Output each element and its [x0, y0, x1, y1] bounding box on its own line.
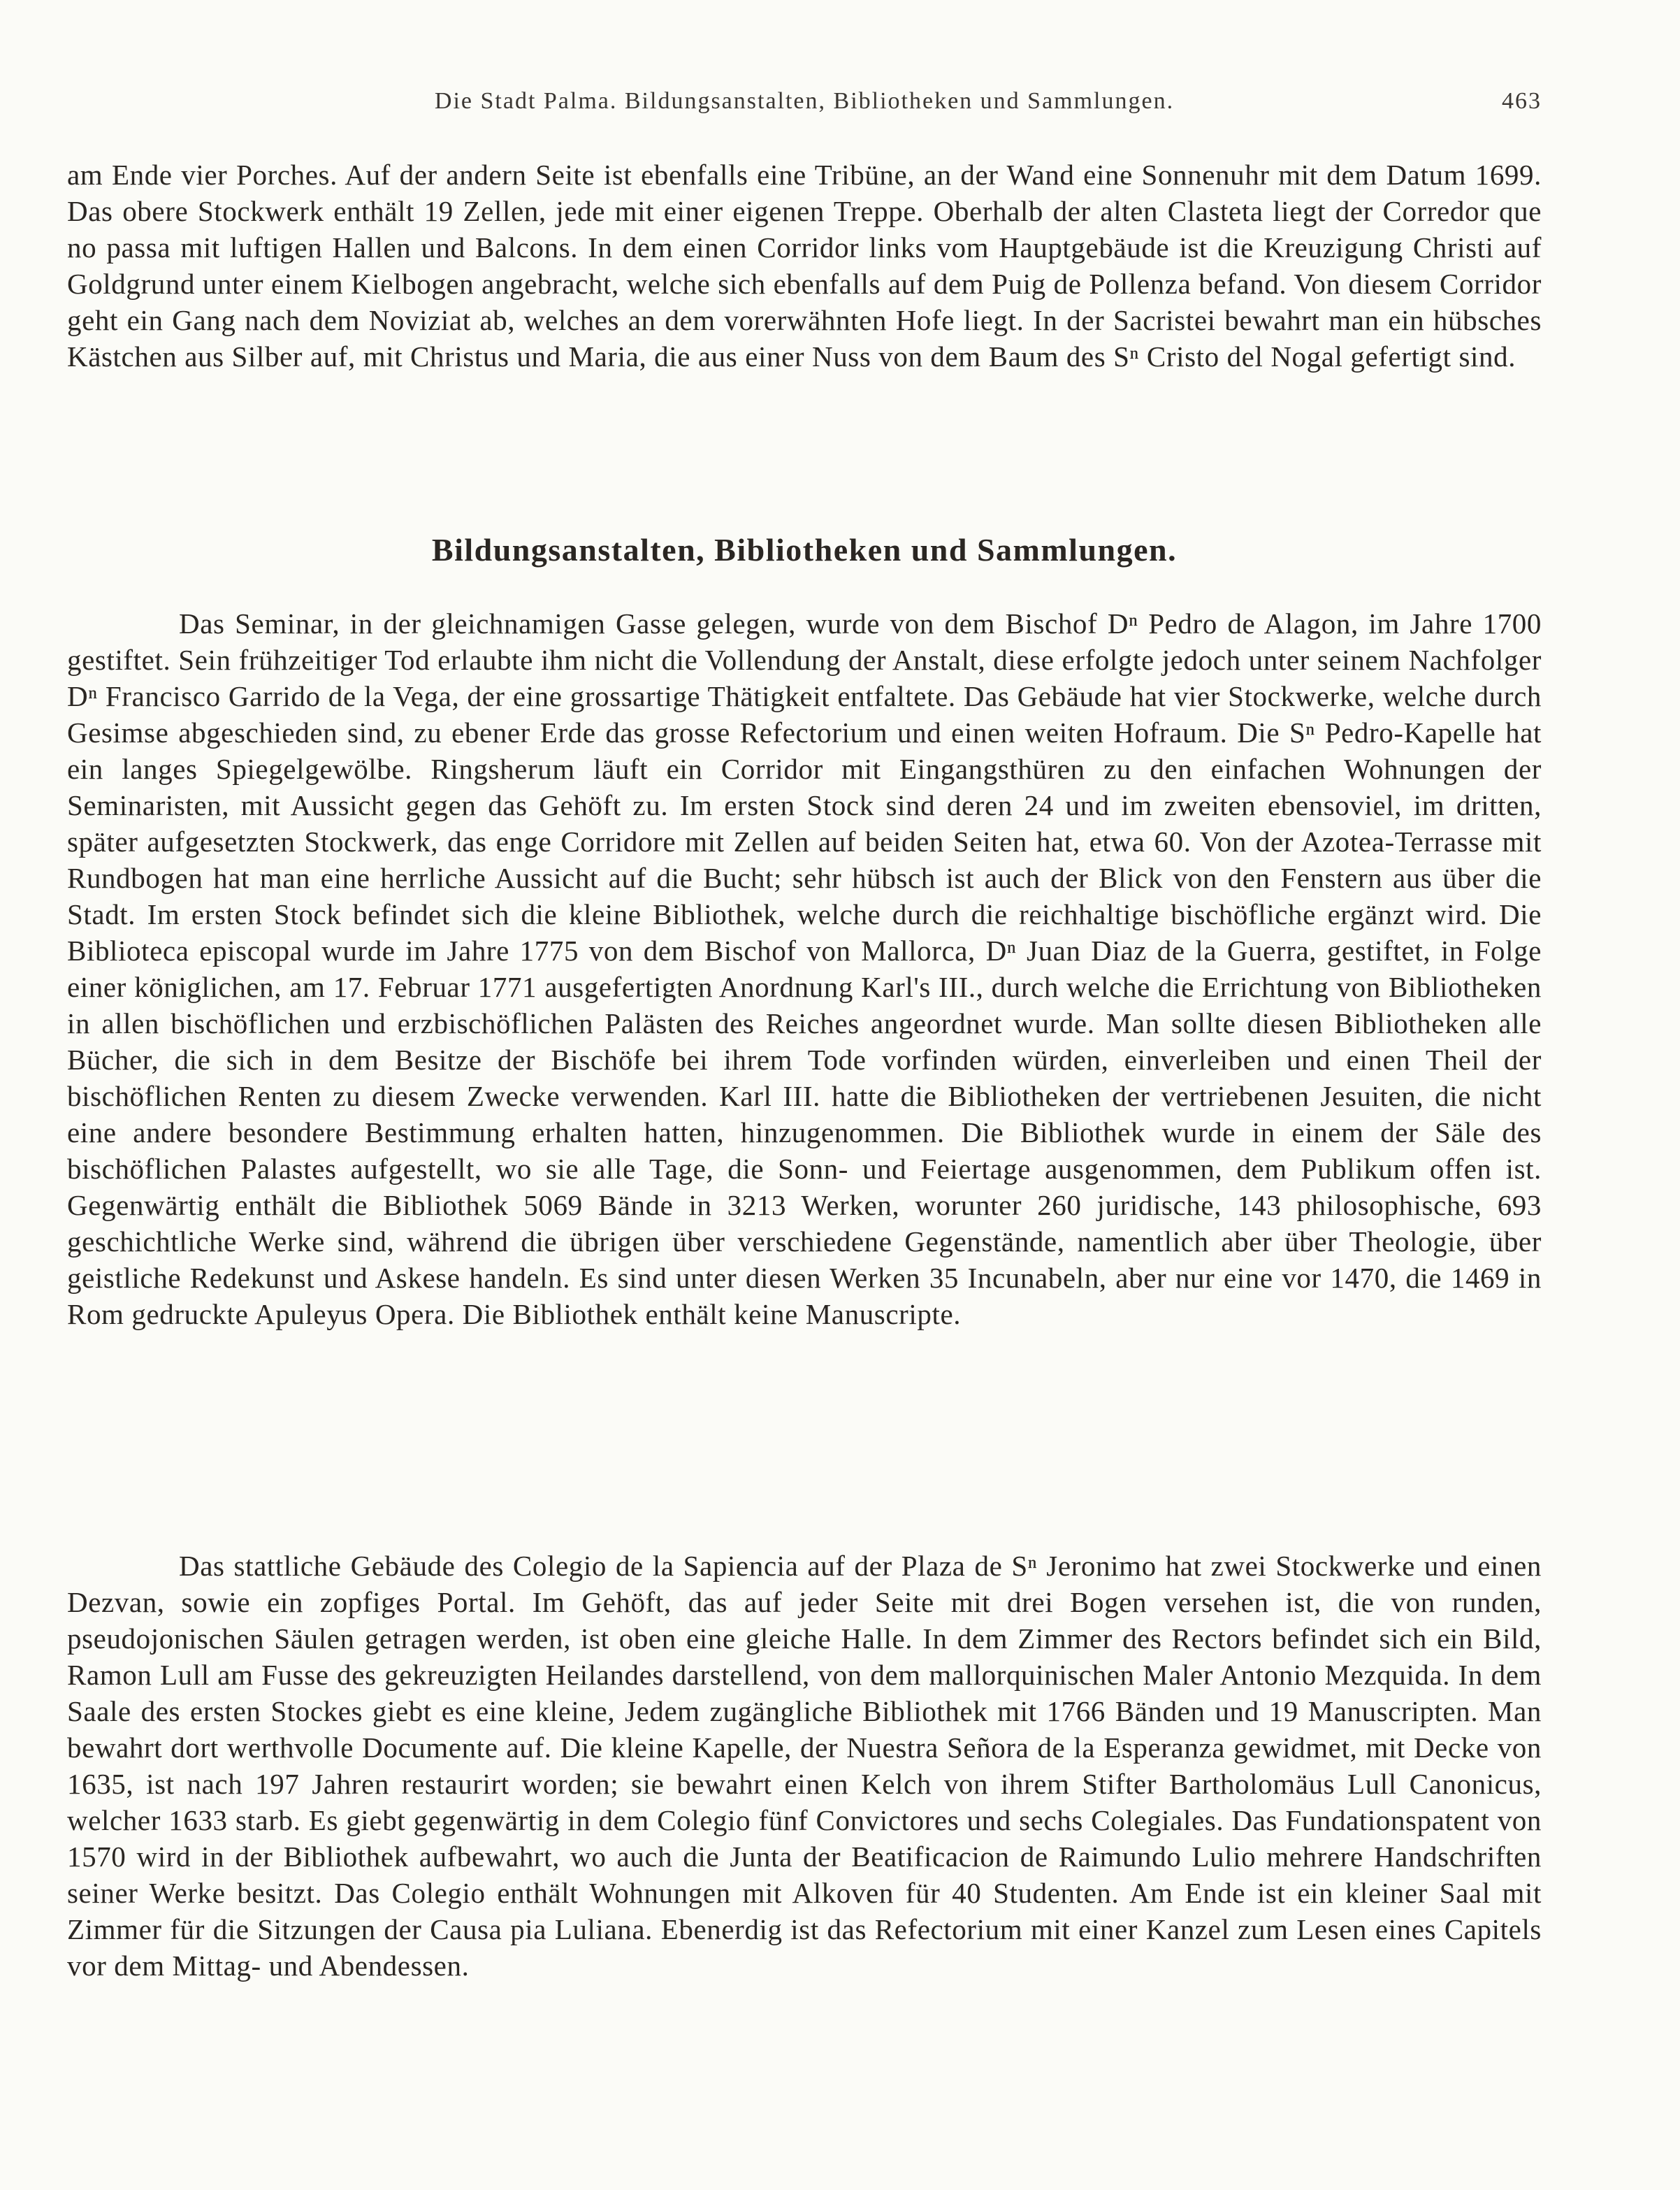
paragraph-seminar: Das Seminar, in der gleichnamigen Gasse gelegen, wurde von dem Bischof Dⁿ Pedro de Alagon, im Jahre 1700 gestiftet. Sein frühzeitiger Tod erlaubte ihm nicht die Vollendung der Anstalt, diese erfolgte jedoch unter seinem Nachfolger Dⁿ Francisco Garrido de la Vega, der eine grossartige Thätigkeit entfaltete. Das Gebäude hat vier Stockwerke, welche durch Gesimse abgeschieden sind, zu ebener Erde das grosse Refectorium und einen weiten Hofraum. Die Sⁿ Pedro-Kapelle hat ein langes Spiegelgewölbe. Ringsherum läuft ein Corridor mit Eingangsthüren zu den einfachen Wohnungen der Seminaristen, mit Aussicht gegen das Gehöft zu. Im ersten Stock sind deren 24 und im zweiten ebensoviel, im dritten, später aufgesetzten Stockwerk, das enge Corridore mit Zellen auf beiden Seiten hat, etwa 60. Von der Azotea-Terrasse mit Rundbogen hat man eine herrliche Aussicht auf die Bucht; sehr hübsch ist auch der Blick von den Fenstern aus über die Stadt. Im ersten Stock befindet sich die kleine Bibliothek, welche durch die reichhaltige bischöfliche ergänzt wird. Die Biblioteca episcopal wurde im Jahre 1775 von dem Bischof von Mallorca, Dⁿ Juan Diaz de la Guerra, gestiftet, in Folge einer königlichen, am 17. Februar 1771 ausgefertigten Anordnung Karl's III., durch welche die Errichtung von Bibliotheken in allen bischöflichen und erzbischöflichen Palästen des Reiches angeordnet wurde. Man sollte diesen Bibliotheken alle Bücher, die sich in dem Besitze der Bischöfe bei ihrem Tode vorfinden würden, einverleiben und einen Theil der bischöflichen Renten zu diesem Zwecke verwenden. Karl III. hatte die Bibliotheken der vertriebenen Jesuiten, die nicht eine andere besondere Bestimmung erhalten hatten, hinzugenommen. Die Bibliothek wurde in einem der Säle des bischöflichen Palastes aufgestellt, wo sie alle Tage, die Sonn- und Feiertage ausgenommen, dem Publikum offen ist. Gegenwärtig enthält die Bibliothek 5069 Bände in 3213 Werken, worunter 260 juridische, 143 philosophische, 693 geschichtliche Werke sind, während die übrigen über verschiedene Gegenstände, namentlich aber über Theologie, über geistliche Redekunst und Askese handeln. Es sind unter diesen Werken 35 Incunabeln, aber nur eine vor 1470, die 1469 in Rom gedruckte Apuleyus Opera. Die Bibliothek enthält keine Manuscripte.: [67, 607, 1542, 1330]
paragraph-continued: am Ende vier Porches. Auf der andern Seite ist ebenfalls eine Tribüne, an der Wand eine Sonnenuhr mit dem Datum 1699. Das obere Stockwerk enthält 19 Zellen, jede mit einer eigenen Treppe. Oberhalb der alten Clasteta liegt der Corredor que no passa mit luftigen Hallen und Balcons. In dem einen Corridor links vom Hauptgebäude ist die Kreuzigung Christi auf Goldgrund unter einem Kielbogen angebracht, welche sich ebenfalls auf dem Puig de Pollenza befand. Von diesem Corridor geht ein Gang nach dem Noviziat ab, welches an dem vorerwähnten Hofe liegt. In der Sacristei bewahrt man ein hübsches Kästchen aus Silber auf, mit Christus und Maria, die aus einer Nuss von dem Baum des Sⁿ Cristo del Nogal gefertigt sind.: [67, 159, 1542, 373]
page-number: 463: [1502, 88, 1542, 114]
book-page: [67, 0, 1542, 2190]
section-heading: Bildungsanstalten, Bibliotheken und Sammlungen.: [431, 532, 1178, 568]
paragraph-colegio: Das stattliche Gebäude des Colegio de la Sapiencia auf der Plaza de Sⁿ Jeronimo hat zwei Stockwerke und einen Dezvan, sowie ein zopfiges Portal. Im Gehöft, das auf jeder Seite mit drei Bogen versehen ist, die von runden, pseudojonischen Säulen getragen werden, ist oben eine gleiche Halle. In dem Zimmer des Rectors befindet sich ein Bild, Ramon Lull am Fusse des gekreuzigten Heilandes darstellend, von dem mallorquinischen Maler Antonio Mezquida. In dem Saale des ersten Stockes giebt es eine kleine, Jedem zugängliche Bibliothek mit 1766 Bänden und 19 Manuscripten. Man bewahrt dort werthvolle Documente auf. Die kleine Kapelle, der Nuestra Señora de la Esperanza gewidmet, mit Decke von 1635, ist nach 197 Jahren restaurirt worden; sie bewahrt einen Kelch von ihrem Stifter Bartholomäus Lull Canonicus, welcher 1633 starb. Es giebt gegenwärtig in dem Colegio fünf Convictores und sechs Colegiales. Das Fundationspatent von 1570 wird in der Bibliothek aufbewahrt, wo auch die Junta der Beatificacion de Raimundo Lulio mehrere Handschriften seiner Werke besitzt. Das Colegio enthält Wohnungen mit Alkoven für 40 Studenten. Am Ende ist ein kleiner Saal mit Zimmer für die Sitzungen der Causa pia Luliana. Ebenerdig ist das Refectorium mit einer Kanzel zum Lesen eines Capitels vor dem Mittag- und Abendessen.: [67, 1550, 1542, 1982]
running-title: Die Stadt Palma. Bildungsanstalten, Bibliotheken und Sammlungen.: [434, 88, 1175, 114]
running-header: [67, 84, 1542, 126]
